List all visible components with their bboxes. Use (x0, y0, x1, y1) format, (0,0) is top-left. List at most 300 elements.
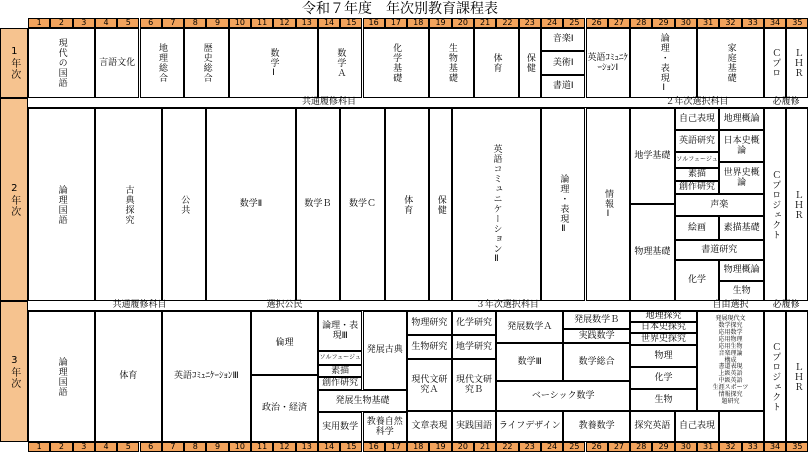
g3-basic-sugaku (496, 381, 630, 411)
g2-sobyo-kiso (719, 216, 764, 240)
grade1-subject-17-label: ＬＨＲ (792, 48, 803, 78)
bottom-number-col-7 (162, 442, 184, 452)
top-number-col-8-label: 8 (192, 18, 198, 28)
grade1-subject-8-label: 体育 (491, 53, 502, 73)
g2-butsuri-kiso-label: 物理基礎 (634, 247, 671, 258)
curriculum-table (0, 18, 803, 456)
bottom-number-col-18 (407, 442, 429, 452)
g3-butsuri-kenkyu-label: 物理研究 (411, 317, 448, 328)
top-number-col-15-label: 15 (346, 18, 357, 28)
grade1-subject-4 (229, 28, 318, 98)
bottom-number-col-11 (251, 442, 273, 452)
grade1-label-label: 1年次 (8, 46, 20, 80)
g3-jitsuyo-sugaku (318, 412, 363, 442)
bottom-number-col-17-label: 17 (390, 442, 402, 452)
grade1-subject-11 (541, 51, 586, 74)
top-number-col-16-label: 16 (368, 18, 379, 28)
top-number-col-23 (519, 18, 541, 28)
g3-basic-sugaku-label: ベーシック数学 (531, 390, 595, 401)
g2-shodo-kenkyu (675, 240, 764, 260)
grade1-subject-16 (764, 28, 786, 98)
bottom-number-col-10 (229, 442, 251, 452)
bottom-number-col-17 (385, 442, 407, 452)
grade1-subject-0 (28, 28, 95, 98)
top-number-col-21 (474, 18, 496, 28)
top-number-col-2-label: 2 (58, 18, 64, 28)
g3-hatten-sugaku-b-label: 発展数学Ｂ (574, 314, 620, 325)
bottom-number-col-8 (184, 442, 206, 452)
top-number-col-3-label: 3 (81, 18, 87, 28)
bottom-number-col-30-label: 30 (680, 442, 691, 452)
top-number-col-14-label: 14 (323, 18, 335, 28)
grade1-subject-13-label: 英語ｺﾐｭﾆｹｰｼｮﾝⅠ (587, 52, 629, 73)
g3-free-elective-list (697, 311, 764, 411)
grade2-common-header-label: 共通履修科目 (302, 97, 357, 108)
bottom-number-col-4-label: 4 (103, 442, 109, 452)
bottom-number-col-23-label: 23 (524, 442, 535, 452)
bottom-number-col-9-label: 9 (214, 442, 221, 452)
g3-gendaibun-b-label: 現代文研究Ｂ (455, 374, 492, 395)
bottom-number-col-21 (474, 442, 496, 452)
grade1-subject-17 (786, 28, 808, 98)
g3-ronri-kokugo-label: 論理国語 (56, 356, 67, 397)
g3-solfege-label: ソルフェージュ (319, 353, 361, 361)
g3-taiiku (95, 311, 162, 442)
g2-shodo-kenkyu-label: 書道研究 (701, 244, 738, 255)
grade2-subject-7 (429, 108, 451, 301)
grade2-subject-2 (162, 108, 207, 301)
grade1-label (0, 28, 28, 98)
grade3-required-header-label: 必履修 (772, 300, 800, 311)
top-number-col-20 (452, 18, 474, 28)
top-number-col-23-label: 23 (524, 18, 535, 28)
g3-eigo-comm3 (162, 311, 251, 442)
grade1-subject-1 (95, 28, 140, 98)
bottom-number-col-24 (541, 442, 563, 452)
g3-seiji-keizai-label: 政治・経済 (261, 403, 307, 414)
grade1-subject-9 (519, 28, 541, 98)
g3-c-project (764, 311, 786, 442)
g2-solfege-label: ソルフェージュ (676, 155, 718, 163)
g2-jiko-hyogen (675, 108, 720, 130)
top-number-col-10 (229, 18, 251, 28)
g3-kyoyo-sugaku-label: 教養数学 (578, 421, 615, 432)
g3-gendaibun-a (407, 359, 452, 411)
bottom-number-col-14 (318, 442, 340, 452)
g3-jitsuyo-sugaku-label: 実用数学 (322, 421, 359, 432)
grade3-elective-header-label: ３年次選択科目 (475, 300, 539, 311)
grade1-subject-15 (697, 28, 764, 98)
grade1-subject-9-label: 保健 (524, 53, 535, 73)
grade3-common-header-label: 共通履修科目 (112, 300, 167, 311)
top-number-col-10-label: 10 (234, 18, 245, 28)
g3-chiri-tankyu-label: 地理探究 (645, 311, 682, 322)
g3-seibutsu-label: 生物 (654, 394, 673, 405)
top-number-col-5 (117, 18, 139, 28)
g3-eigo-comm3-label: 英語ｺﾐｭﾆｹｰｼｮﾝⅢ (174, 371, 239, 382)
g3-jiko-hyogen (675, 411, 720, 442)
bottom-number-col-9 (206, 442, 228, 452)
grade2-common-header (28, 98, 630, 108)
grade2-subject-5 (340, 108, 385, 301)
top-number-col-27 (608, 18, 630, 28)
top-number-col-11 (251, 18, 273, 28)
g3-life-design (496, 411, 563, 442)
top-number-col-17 (385, 18, 407, 28)
g3-c-project-label: Ｃプロジェクト (770, 341, 781, 412)
bottom-number-col-30 (675, 442, 697, 452)
g2-seigaku-label: 声楽 (710, 199, 729, 210)
g2-seibutsu-label: 生物 (732, 285, 751, 296)
g3-sekaishi-tankyu-label: 世界史探究 (641, 333, 687, 344)
g3-gendaibun-a-label: 現代文研究Ａ (411, 374, 448, 395)
bottom-number-col-6-label: 6 (148, 442, 154, 452)
top-number-col-21-label: 21 (480, 18, 491, 28)
grade2-subject-8 (452, 108, 541, 301)
grade2-subject-4 (296, 108, 341, 301)
g2-chigaku-kiso-label: 地学基礎 (634, 150, 671, 161)
grade1-subject-16-label: Ｃプロ (770, 48, 781, 78)
g2-kaiga (675, 216, 720, 240)
g3-seiji-keizai (251, 375, 318, 442)
top-number-col-9 (206, 18, 228, 28)
g3-hatten-sugaku-b (563, 311, 630, 329)
grade1-subject-8 (474, 28, 519, 98)
bottom-number-col-31 (697, 442, 719, 452)
grade2-required-header-label: 必履修 (772, 97, 800, 108)
g3-sugaku-sogo (563, 343, 630, 381)
top-number-col-30 (675, 18, 697, 28)
top-number-col-33-label: 33 (747, 18, 758, 28)
top-number-col-24 (541, 18, 563, 28)
grade3-common-header (28, 301, 251, 311)
grade1-subject-7 (429, 28, 474, 98)
g3-kyoyo-shizen-label: 教養自然科学 (366, 416, 403, 437)
top-number-col-1-label: 1 (36, 18, 42, 28)
bottom-number-col-13-label: 13 (301, 442, 312, 452)
bottom-number-col-1-label: 1 (36, 442, 42, 452)
grade2-subject-0-label: 論理国語 (56, 184, 67, 225)
grade2-subject-9-label: 論理・表現Ⅱ (558, 174, 569, 235)
grade2-subject-4-label: 数学Ｂ (304, 199, 332, 210)
bottom-number-col-20-label: 20 (457, 442, 468, 452)
g2-sobyo-label: 素描 (687, 169, 706, 180)
top-number-col-15 (340, 18, 362, 28)
grade1-subject-12-label: 書道Ⅰ (552, 81, 574, 92)
grade1-subject-3-label: 歴史総合 (201, 43, 212, 83)
bottom-number-col-35-label: 35 (792, 442, 803, 452)
grade1-subject-10-label: 音楽Ⅰ (552, 34, 574, 45)
g3-bunsho-hyogen (407, 411, 452, 442)
g3-solfege (318, 351, 363, 365)
g2-solfege (675, 152, 720, 168)
grade3-label-label: 3年次 (8, 354, 20, 389)
grade3-free-header (697, 301, 764, 311)
g2-butsuri-gairon (719, 260, 764, 281)
g2-sobyo-kiso-label: 素描基礎 (723, 222, 760, 233)
top-number-col-35-label: 35 (792, 18, 803, 28)
g3-taiiku-label: 体育 (119, 371, 138, 382)
top-number-col-4-label: 4 (103, 18, 109, 28)
bottom-number-col-16 (363, 442, 385, 452)
bottom-number-col-2 (50, 442, 72, 452)
g3-ronri-hyogen3 (318, 311, 363, 351)
grade1-subject-6 (363, 28, 430, 98)
bottom-number-col-35 (786, 442, 808, 452)
bottom-number-col-7-label: 7 (170, 442, 176, 452)
top-number-col-28 (630, 18, 652, 28)
top-number-col-31-label: 31 (703, 18, 714, 28)
g2-chiri-gairon (719, 108, 764, 130)
g2-lhr-label: ＬＨＲ (792, 189, 803, 220)
top-number-col-32-label: 32 (725, 18, 736, 28)
g2-eigo-kenkyu (675, 130, 720, 152)
bottom-number-col-13 (296, 442, 318, 452)
top-number-col-14 (318, 18, 340, 28)
g3-jissen-kokugo-label: 実践国語 (455, 421, 492, 432)
grade2-subject-1-label: 古典探究 (123, 184, 134, 225)
g3-hatten-sugaku-a (496, 311, 563, 343)
bottom-number-col-25 (563, 442, 585, 452)
bottom-number-col-27-label: 27 (613, 442, 625, 452)
top-number-col-31 (697, 18, 719, 28)
grade2-subject-3 (206, 108, 295, 301)
bottom-number-col-26-label: 26 (591, 442, 602, 452)
top-number-col-5-label: 5 (125, 18, 131, 28)
bottom-number-col-34 (764, 442, 786, 452)
grade2-subject-6 (385, 108, 430, 301)
g3-life-design-label: ライフデザイン (498, 421, 561, 432)
bottom-number-col-31-label: 31 (703, 442, 714, 452)
g3-rinri (251, 311, 318, 375)
grade2-subject-6-label: 体育 (402, 194, 413, 215)
top-number-col-16 (363, 18, 385, 28)
bottom-number-col-19 (429, 442, 451, 452)
g2-sosaku-kenkyu (675, 181, 720, 194)
grade2-subject-2-label: 公共 (179, 194, 190, 215)
grade2-subject-3-label: 数学Ⅱ (239, 199, 263, 210)
g3-sobyo-label: 素描 (331, 365, 350, 376)
grade3-free-header-label: 自由選択 (712, 300, 749, 311)
g3-kagaku-kenkyu (452, 311, 497, 335)
grade2-subject-9 (541, 108, 586, 301)
g2-c-project (764, 108, 786, 301)
top-number-col-35 (786, 18, 808, 28)
bottom-number-col-25-label: 25 (569, 442, 580, 452)
grade2-subject-0 (28, 108, 95, 301)
g3-jissen-kokugo (452, 411, 497, 442)
top-number-col-11-label: 11 (257, 18, 268, 28)
g2-sekaishi-gairon (719, 162, 764, 194)
top-number-col-28-label: 28 (636, 18, 647, 28)
top-number-col-29 (652, 18, 674, 28)
top-number-col-20-label: 20 (457, 18, 468, 28)
grade1-subject-10 (541, 28, 586, 51)
top-number-col-17-label: 17 (390, 18, 402, 28)
top-number-col-6-label: 6 (148, 18, 154, 28)
grade2-subject-8-label: 英語コミュニケーションⅡ (491, 144, 502, 265)
g3-kagaku (630, 367, 697, 389)
top-number-col-22-label: 22 (502, 18, 513, 28)
page-title: 令和７年度 年次別教育課程表 (302, 1, 498, 17)
g3-jissen-sugaku-label: 実践数学 (578, 330, 615, 341)
grade2-elective-header-label: ２年次選択科目 (665, 97, 729, 108)
g3-seibutsu-kenkyu-label: 生物研究 (411, 341, 448, 352)
grade2-subject-7-label: 保健 (435, 194, 446, 215)
grade1-subject-14 (630, 28, 697, 98)
bottom-number-col-2-label: 2 (58, 442, 64, 452)
top-number-col-2 (50, 18, 72, 28)
bottom-number-col-15 (340, 442, 362, 452)
g3-sosaku-kenkyu-label: 創作研究 (322, 378, 359, 389)
top-number-col-13 (296, 18, 318, 28)
bottom-number-col-5 (117, 442, 139, 452)
top-number-col-33 (742, 18, 764, 28)
g3-sugaku3 (496, 343, 563, 381)
top-number-col-8 (184, 18, 206, 28)
top-number-col-3 (73, 18, 95, 28)
bottom-number-col-24-label: 24 (546, 442, 558, 452)
g2-nihonshi-gairon (719, 130, 764, 162)
grade3-select-koumin (251, 301, 318, 311)
bottom-number-col-19-label: 19 (435, 442, 446, 452)
g3-tankyu-eigo-label: 探究英語 (634, 421, 671, 432)
bottom-number-col-18-label: 18 (413, 442, 424, 452)
grade3-elective-header (318, 301, 697, 311)
g2-c-project-label: Ｃプロジェクト (770, 169, 781, 240)
top-number-col-6 (140, 18, 162, 28)
g2-kaiga-label: 絵画 (687, 222, 706, 233)
g2-butsuri-gairon-label: 物理概論 (723, 265, 760, 276)
top-number-col-29-label: 29 (658, 18, 669, 28)
bottom-number-col-22 (496, 442, 518, 452)
g2-sobyo (675, 168, 720, 181)
grade1-subject-4-label: 数学Ⅰ (268, 47, 279, 79)
grade1-subject-13 (586, 28, 631, 98)
grade2-required-header (764, 98, 808, 108)
grade2-label (0, 98, 28, 301)
g3-kagaku-label: 化学 (654, 372, 673, 383)
top-number-col-18-label: 18 (413, 18, 424, 28)
g2-seigaku (675, 194, 764, 216)
grade2-subject-5-label: 数学Ｃ (348, 199, 376, 210)
g3-lhr (786, 311, 808, 442)
top-number-col-30-label: 30 (680, 18, 691, 28)
bottom-number-col-12 (273, 442, 295, 452)
grade2-subject-10-label: 情報Ⅰ (602, 189, 613, 220)
top-number-col-19 (429, 18, 451, 28)
g2-chigaku-kiso (630, 108, 675, 204)
bottom-number-col-28-label: 28 (636, 442, 647, 452)
g3-butsuri-kenkyu (407, 311, 452, 335)
grade1-subject-6-label: 化学基礎 (391, 43, 402, 83)
g3-hatten-seibutsu-kiso-label: 発展生物基礎 (335, 395, 390, 406)
bottom-number-col-20 (452, 442, 474, 452)
g3-chigaku-kenkyu (452, 335, 497, 359)
grade1-subject-5 (318, 28, 363, 98)
bottom-number-col-32-label: 32 (725, 442, 736, 452)
bottom-number-col-15-label: 15 (346, 442, 357, 452)
grade2-label-label: 2年次 (8, 182, 20, 217)
bottom-number-col-8-label: 8 (192, 442, 198, 452)
top-number-col-9-label: 9 (214, 18, 221, 28)
bottom-number-col-21-label: 21 (480, 442, 491, 452)
g3-sekaishi-tankyu (630, 333, 697, 345)
g2-seibutsu (719, 281, 764, 301)
g3-nihonshi-tankyu-label: 日本史探究 (641, 322, 687, 333)
grade3-required-header (764, 301, 808, 311)
bottom-number-col-32 (719, 442, 741, 452)
bottom-number-col-1 (28, 442, 50, 452)
bottom-number-col-14-label: 14 (323, 442, 335, 452)
g2-sekaishi-gairon-label: 世界史概論 (723, 167, 760, 188)
g3-hatten-seibutsu-kiso (318, 390, 407, 412)
grade1-subject-12 (541, 75, 586, 98)
top-number-col-12 (273, 18, 295, 28)
top-number-col-19-label: 19 (435, 18, 446, 28)
g3-butsuri (630, 345, 697, 367)
g3-lhr-label: ＬＨＲ (792, 361, 803, 392)
bottom-number-col-3-label: 3 (81, 442, 87, 452)
bottom-number-col-10-label: 10 (234, 442, 245, 452)
g3-gendaibun-b (452, 359, 497, 411)
g3-butsuri-label: 物理 (654, 350, 673, 361)
bottom-number-col-11-label: 11 (257, 442, 268, 452)
bottom-number-col-26 (586, 442, 608, 452)
g2-butsuri-kiso (630, 204, 675, 301)
g3-hatten-koten (363, 311, 408, 390)
bottom-number-col-34-label: 34 (769, 442, 781, 452)
bottom-number-col-5-label: 5 (125, 442, 131, 452)
top-number-col-25 (563, 18, 585, 28)
g3-free-blank (719, 411, 764, 442)
g2-lhr (786, 108, 808, 301)
bottom-number-col-4 (95, 442, 117, 452)
grade3-label (0, 301, 28, 442)
g2-eigo-kenkyu-label: 英語研究 (678, 135, 715, 146)
g3-ronri-hyogen3-label: 論理・表現Ⅲ (322, 320, 359, 341)
top-number-col-24-label: 24 (546, 18, 558, 28)
grade1-subject-0-label: 現代の国語 (56, 38, 67, 88)
g3-sosaku-kenkyu (318, 377, 363, 390)
g3-tankyu-eigo (630, 411, 675, 442)
bottom-number-col-12-label: 12 (279, 442, 290, 452)
top-number-col-18 (407, 18, 429, 28)
grade2-subject-1 (95, 108, 162, 301)
grade1-subject-5-label: 数学Ａ (335, 48, 346, 78)
top-number-col-4 (95, 18, 117, 28)
bottom-number-col-29 (652, 442, 674, 452)
top-number-col-13-label: 13 (301, 18, 312, 28)
g2-jiko-hyogen-label: 自己表現 (678, 113, 715, 124)
bottom-number-col-16-label: 16 (368, 442, 379, 452)
top-number-col-32 (719, 18, 741, 28)
grade1-subject-3 (184, 28, 229, 98)
bottom-number-col-27 (608, 442, 630, 452)
top-number-col-25-label: 25 (569, 18, 580, 28)
grade3-select-koumin-label: 選択公民 (266, 300, 303, 311)
top-number-col-26 (586, 18, 608, 28)
g3-chigaku-kenkyu-label: 地学研究 (455, 341, 492, 352)
bottom-number-col-6 (140, 442, 162, 452)
top-number-col-26-label: 26 (591, 18, 602, 28)
g2-chiri-gairon-label: 地理概論 (723, 113, 760, 124)
top-number-col-27-label: 27 (613, 18, 625, 28)
grade1-subject-2-label: 地理総合 (156, 43, 167, 83)
top-number-col-7-label: 7 (170, 18, 176, 28)
grade1-subject-7-label: 生物基礎 (446, 43, 457, 83)
g3-kyoyo-sugaku (563, 411, 630, 442)
